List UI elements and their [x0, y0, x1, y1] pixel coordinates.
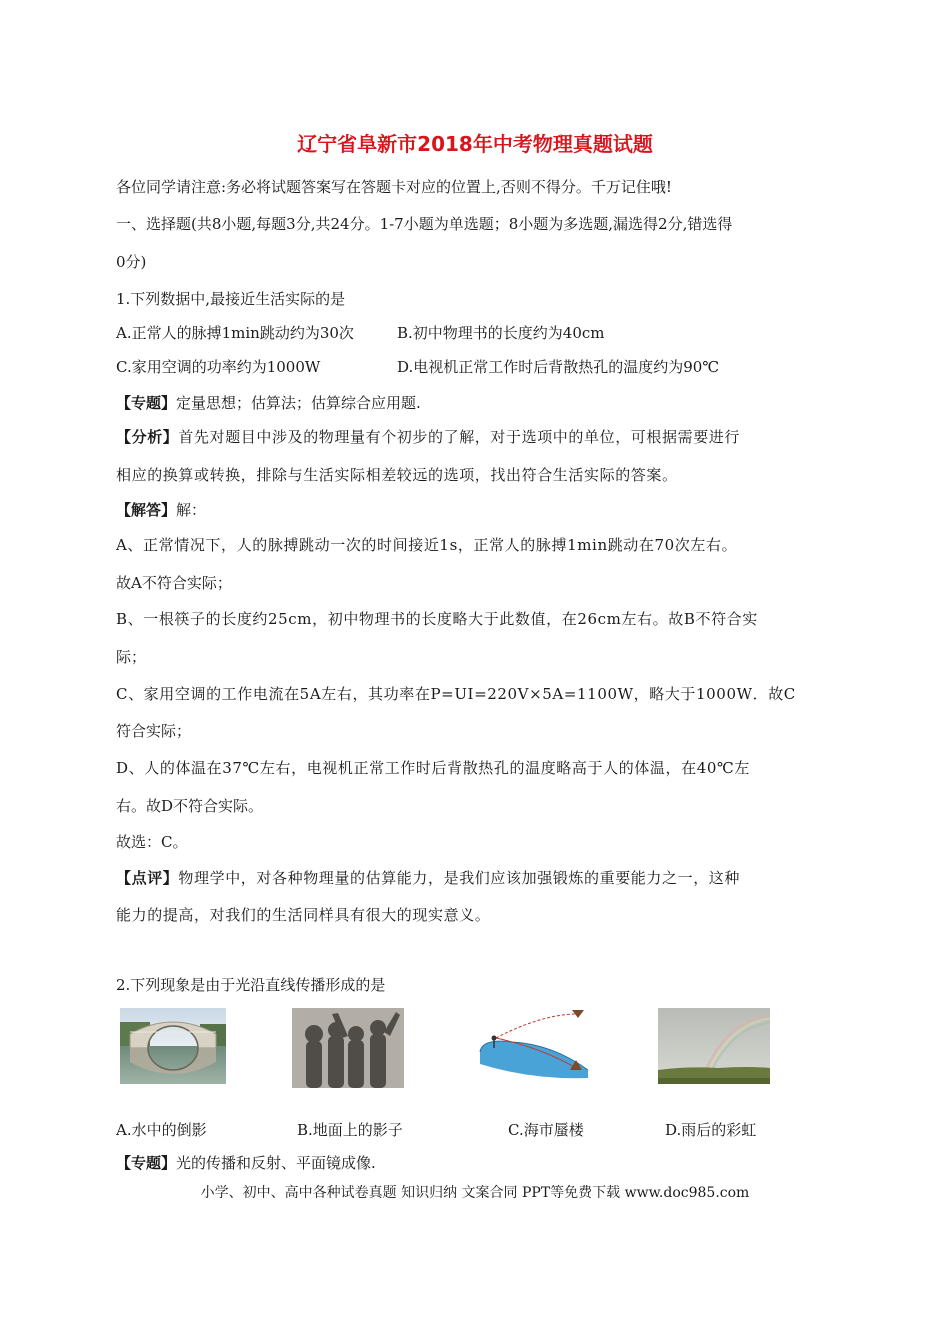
q1-comment-line2: 能力的提高，对我们的生活同样具有很大的现实意义。 — [116, 906, 491, 924]
page-footer: 小学、初中、高中各种试卷真题 知识归纳 文案合同 PPT等免费下载 www.doc985.com — [200, 1185, 750, 1201]
q1-analysis-line2: 相应的换算或转换，排除与生活实际相差较远的选项，找出符合生活实际的答案。 — [116, 466, 678, 484]
question-2-stem: 2.下列现象是由于光沿直线传播形成的是 — [116, 976, 386, 994]
q1-option-d: D.电视机正常工作时后背散热孔的温度约为90℃ — [397, 358, 720, 376]
q2-topic — [116, 1153, 836, 1173]
q1-topic-tag: 【专题】 — [116, 394, 177, 412]
bridge-reflection-image — [120, 1008, 226, 1084]
q1-solution-b-line2: 际； — [116, 648, 147, 666]
q1-answer — [116, 500, 836, 520]
q2-option-a: A.水中的倒影 — [116, 1121, 207, 1139]
page-title: 辽宁省阜新市2018年中考物理真题试题 — [297, 132, 653, 156]
q1-solution-d-line2: 右。故D不符合实际。 — [116, 797, 264, 815]
mirage-diagram-image — [472, 1008, 594, 1084]
q1-comment-tag: 【点评】 — [116, 869, 179, 887]
q1-final-choice: 故选：C。 — [116, 833, 188, 851]
q2-option-c: C.海市蜃楼 — [508, 1121, 584, 1139]
q2-topic-tag: 【专题】 — [116, 1154, 177, 1172]
question-1-stem: 1.下列数据中,最接近生活实际的是 — [116, 290, 346, 308]
q1-answer-tag: 【解答】 — [116, 501, 177, 519]
q2-topic-text: 光的传播和反射、平面镜成像. — [176, 1154, 376, 1172]
q1-solution-c-line2: 符合实际； — [116, 722, 192, 740]
q1-solution-c-line1: C、家用空调的工作电流在5A左右，其功率在P=UI=220V×5A=1100W，略大于1000W．故C — [116, 685, 796, 703]
q1-comment-line1: 物理学中，对各种物理量的估算能力，是我们应该加强锻炼的重要能力之一，这种 — [178, 869, 741, 887]
q1-topic-text: 定量思想；估算法；估算综合应用题. — [176, 394, 421, 412]
section-heading-line1: 一、选择题(共8小题,每题3分,共24分。1-7小题为单选题；8小题为多选题,漏选得2分,错选得 — [116, 215, 733, 233]
q2-option-b: B.地面上的影子 — [297, 1121, 403, 1139]
q1-analysis-line1: 首先对题目中涉及的物理量有个初步的了解，对于选项中的单位，可根据需要进行 — [178, 428, 741, 446]
q1-solution-a-line2: 故A不符合实际； — [116, 574, 232, 592]
q1-analysis — [116, 427, 836, 447]
q1-option-c: C.家用空调的功率约为1000W — [116, 358, 321, 376]
q1-comment — [116, 868, 836, 888]
q1-option-b: B.初中物理书的长度约为40cm — [397, 324, 605, 342]
ground-shadows-image — [292, 1008, 404, 1088]
rainbow-image — [658, 1008, 770, 1084]
q1-option-a: A.正常人的脉搏1min跳动约为30次 — [116, 324, 354, 342]
q1-solution-a-line1: A、正常情况下，人的脉搏跳动一次的时间接近1s，正常人的脉搏1min跳动在70次左右。 — [116, 536, 738, 554]
q1-topic — [116, 393, 836, 413]
q1-solution-b-line1: B、一根筷子的长度约25cm，初中物理书的长度略大于此数值，在26cm左右。故B不符合实 — [116, 610, 758, 628]
q1-solution-d-line1: D、人的体温在37℃左右，电视机正常工作时后背散热孔的温度略高于人的体温，在40℃左 — [116, 759, 750, 777]
q1-answer-text: 解： — [176, 501, 207, 519]
exam-notice: 各位同学请注意:务必将试题答案写在答题卡对应的位置上,否则不得分。千万记住哦! — [116, 178, 672, 196]
q1-analysis-tag: 【分析】 — [116, 428, 179, 446]
q2-option-d: D.雨后的彩虹 — [665, 1121, 757, 1139]
section-heading-line2: 0分) — [116, 253, 147, 271]
